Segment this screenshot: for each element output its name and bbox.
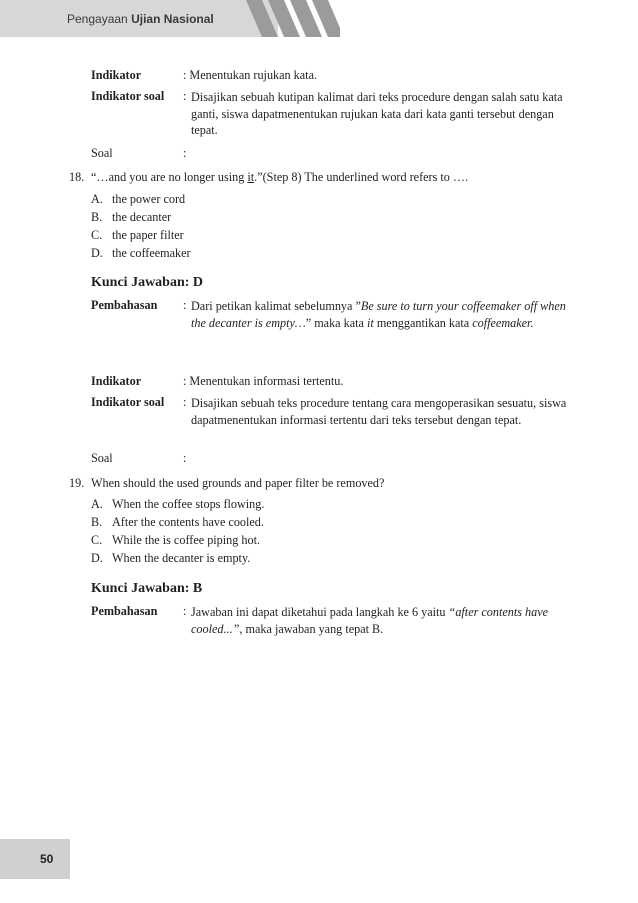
soal-label: Soal [91,146,113,160]
running-header [67,12,214,26]
option-text: the power cord [112,192,186,206]
option-letter: A. [91,497,103,511]
colon: : [183,395,187,409]
indikator-label: Indikator [91,374,142,388]
option-text: the coffeemaker [112,246,191,260]
italic-word: coffeemaker. [472,315,534,330]
quoted-sentence: “after contents have cooled...” [191,605,549,636]
indikator-soal-label: Indikator soal [91,395,165,409]
answer-key: Kunci Jawaban: B [91,581,203,596]
option-letter: C. [91,228,103,242]
pembahasan-text [191,604,571,637]
page-number: 50 [40,852,54,866]
question-number: 19. [69,476,85,490]
option-letter: B. [91,210,103,224]
soal-label: Soal [91,451,113,465]
question-text: When should the used grounds and paper filter be removed? [91,476,385,490]
pembahasan-part: menggantikan kata [373,315,473,330]
question-number: 18. [69,170,85,184]
header-prefix: Pengayaan [67,12,132,26]
header-title: Ujian Nasional [131,12,214,26]
option-text: the paper filter [112,228,184,242]
colon: : [183,298,187,312]
question-text-part: .”(Step 8) The underlined word refers to …. [254,170,469,184]
option-letter: A. [91,192,103,206]
option-text: the decanter [112,210,172,224]
soal-colon: : [183,451,187,465]
answer-key: Kunci Jawaban: D [91,275,204,290]
indikator-soal-label: Indikator soal [91,89,165,103]
option-text: When the coffee stops flowing. [112,497,265,511]
pembahasan-part: , maka jawaban yang tepat B. [239,621,384,636]
option-text: After the contents have cooled. [112,515,264,529]
colon: : [183,604,187,618]
question-text [91,170,468,185]
italic-word: it [366,315,374,330]
indikator-soal-value: Disajikan sebuah kutipan kalimat dari teks procedure dengan salah satu kata ganti, siswa dapatmenentukan rujukan kata dari kata ganti tersebut dengan tepat. [191,90,563,137]
colon: : [183,89,187,103]
pembahasan-part: Dari petikan kalimat sebelumnya ” [191,299,361,313]
pembahasan-part: Jawaban ini dapat diketahui pada langkah ke 6 yaitu [191,605,449,619]
indikator-soal-value: Disajikan sebuah teks procedure tentang cara mengoperasikan sesuatu, siswa dapatmenentukan informasi tertentu dari teks tersebut dengan tepat. [191,396,567,427]
option-letter: C. [91,533,103,547]
option-letter: D. [91,551,103,565]
indikator-value: : Menentukan informasi tertentu. [183,374,344,388]
soal-colon: : [183,146,187,160]
page-number-box [0,839,70,879]
option-text: While the is coffee piping hot. [112,533,261,547]
pembahasan-label: Pembahasan [91,298,158,312]
pembahasan-text [191,298,571,331]
pembahasan-part: ” maka kata [305,315,367,330]
question-text-part: “…and you are no longer using [91,170,248,184]
indikator-label: Indikator [91,68,142,82]
option-letter: B. [91,515,103,529]
option-text: When the decanter is empty. [112,551,251,565]
option-letter: D. [91,246,103,260]
pembahasan-label: Pembahasan [91,604,158,618]
indikator-value: : Menentukan rujukan kata. [183,68,318,82]
quoted-sentence: Be sure to turn your coffeemaker off when the decanter is empty… [191,299,566,330]
underlined-word: it [247,170,255,184]
header-stripes-decoration [240,0,340,37]
